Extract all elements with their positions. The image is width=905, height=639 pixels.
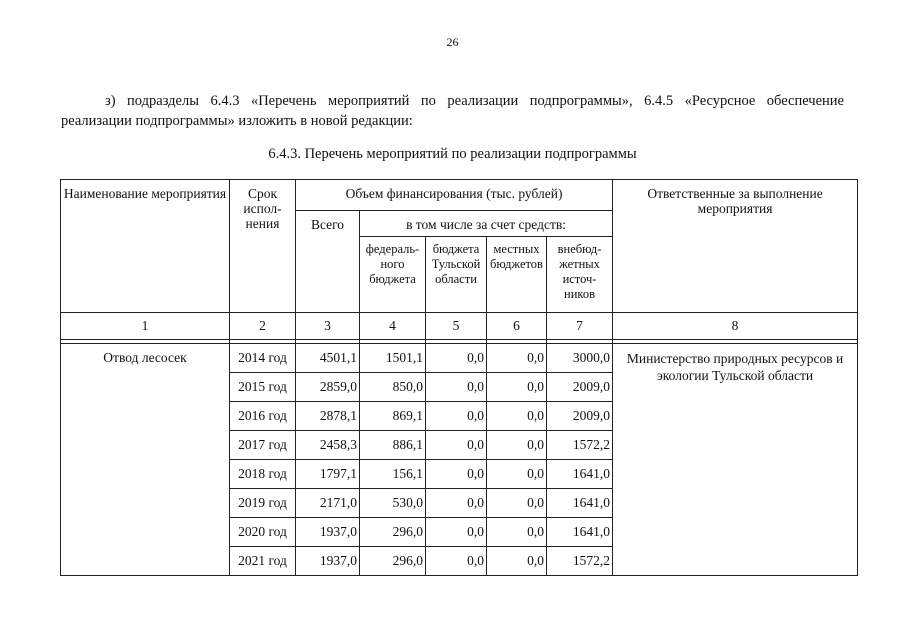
responsible-party: Министерство природных ресурсов и экологии Тульской области <box>613 344 858 576</box>
federal-cell: 156,1 <box>360 460 426 489</box>
offbudget-cell: 1572,2 <box>547 547 613 576</box>
federal-cell: 296,0 <box>360 547 426 576</box>
regional-cell: 0,0 <box>426 547 487 576</box>
column-number: 5 <box>426 313 487 340</box>
activities-table <box>60 179 858 576</box>
column-numbers-row <box>61 313 858 340</box>
year-cell: 2015 год <box>230 373 296 402</box>
federal-cell: 296,0 <box>360 518 426 547</box>
activity-name: Отвод лесосек <box>61 344 230 576</box>
local-cell: 0,0 <box>487 431 547 460</box>
column-number: 3 <box>296 313 360 340</box>
offbudget-cell: 3000,0 <box>547 344 613 373</box>
total-cell: 2859,0 <box>296 373 360 402</box>
total-cell: 1797,1 <box>296 460 360 489</box>
year-cell: 2021 год <box>230 547 296 576</box>
table-row <box>61 344 858 373</box>
column-number: 1 <box>61 313 230 340</box>
header-name: Наименование мероприятия <box>61 180 230 313</box>
regional-cell: 0,0 <box>426 489 487 518</box>
regional-cell: 0,0 <box>426 344 487 373</box>
offbudget-cell: 1641,0 <box>547 489 613 518</box>
section-title: 6.4.3. Перечень мероприятий по реализации подпрограммы <box>268 146 637 162</box>
year-cell: 2018 год <box>230 460 296 489</box>
year-cell: 2017 год <box>230 431 296 460</box>
year-cell: 2014 год <box>230 344 296 373</box>
year-cell: 2016 год <box>230 402 296 431</box>
total-cell: 2458,3 <box>296 431 360 460</box>
header-term: Срок испол-нения <box>230 180 296 313</box>
total-cell: 2171,0 <box>296 489 360 518</box>
intro-paragraph <box>61 91 844 131</box>
intro-line-2: реализации подпрограммы» изложить в новой редакции: <box>61 113 413 129</box>
local-cell: 0,0 <box>487 402 547 431</box>
year-cell: 2019 год <box>230 489 296 518</box>
column-number: 6 <box>487 313 547 340</box>
regional-cell: 0,0 <box>426 373 487 402</box>
header-funding: Объем финансирования (тыс. рублей) <box>296 180 613 211</box>
offbudget-cell: 2009,0 <box>547 402 613 431</box>
regional-cell: 0,0 <box>426 431 487 460</box>
header-responsible: Ответственные за выполнение мероприятия <box>613 180 858 313</box>
header-local: местных бюджетов <box>487 237 547 313</box>
column-number: 8 <box>613 313 858 340</box>
total-cell: 1937,0 <box>296 547 360 576</box>
local-cell: 0,0 <box>487 373 547 402</box>
header-total: Всего <box>296 211 360 313</box>
regional-cell: 0,0 <box>426 460 487 489</box>
year-cell: 2020 год <box>230 518 296 547</box>
regional-cell: 0,0 <box>426 402 487 431</box>
local-cell: 0,0 <box>487 518 547 547</box>
total-cell: 2878,1 <box>296 402 360 431</box>
header-offbudget: внебюд-жетных источ-ников <box>547 237 613 313</box>
federal-cell: 530,0 <box>360 489 426 518</box>
header-regional: бюджета Тульской области <box>426 237 487 313</box>
offbudget-cell: 2009,0 <box>547 373 613 402</box>
offbudget-cell: 1641,0 <box>547 460 613 489</box>
page-number: 26 <box>446 35 459 49</box>
header-federal: федераль-ного бюджета <box>360 237 426 313</box>
column-number: 4 <box>360 313 426 340</box>
federal-cell: 869,1 <box>360 402 426 431</box>
local-cell: 0,0 <box>487 344 547 373</box>
regional-cell: 0,0 <box>426 518 487 547</box>
column-number: 7 <box>547 313 613 340</box>
offbudget-cell: 1641,0 <box>547 518 613 547</box>
federal-cell: 1501,1 <box>360 344 426 373</box>
federal-cell: 886,1 <box>360 431 426 460</box>
header-including: в том числе за счет средств: <box>360 211 613 237</box>
total-cell: 4501,1 <box>296 344 360 373</box>
intro-line-1: з) подразделы 6.4.3 «Перечень мероприятий по реализации подпрограммы», 6.4.5 «Ресурсное обеспечение <box>105 93 844 109</box>
local-cell: 0,0 <box>487 547 547 576</box>
total-cell: 1937,0 <box>296 518 360 547</box>
local-cell: 0,0 <box>487 460 547 489</box>
column-number: 2 <box>230 313 296 340</box>
local-cell: 0,0 <box>487 489 547 518</box>
federal-cell: 850,0 <box>360 373 426 402</box>
offbudget-cell: 1572,2 <box>547 431 613 460</box>
